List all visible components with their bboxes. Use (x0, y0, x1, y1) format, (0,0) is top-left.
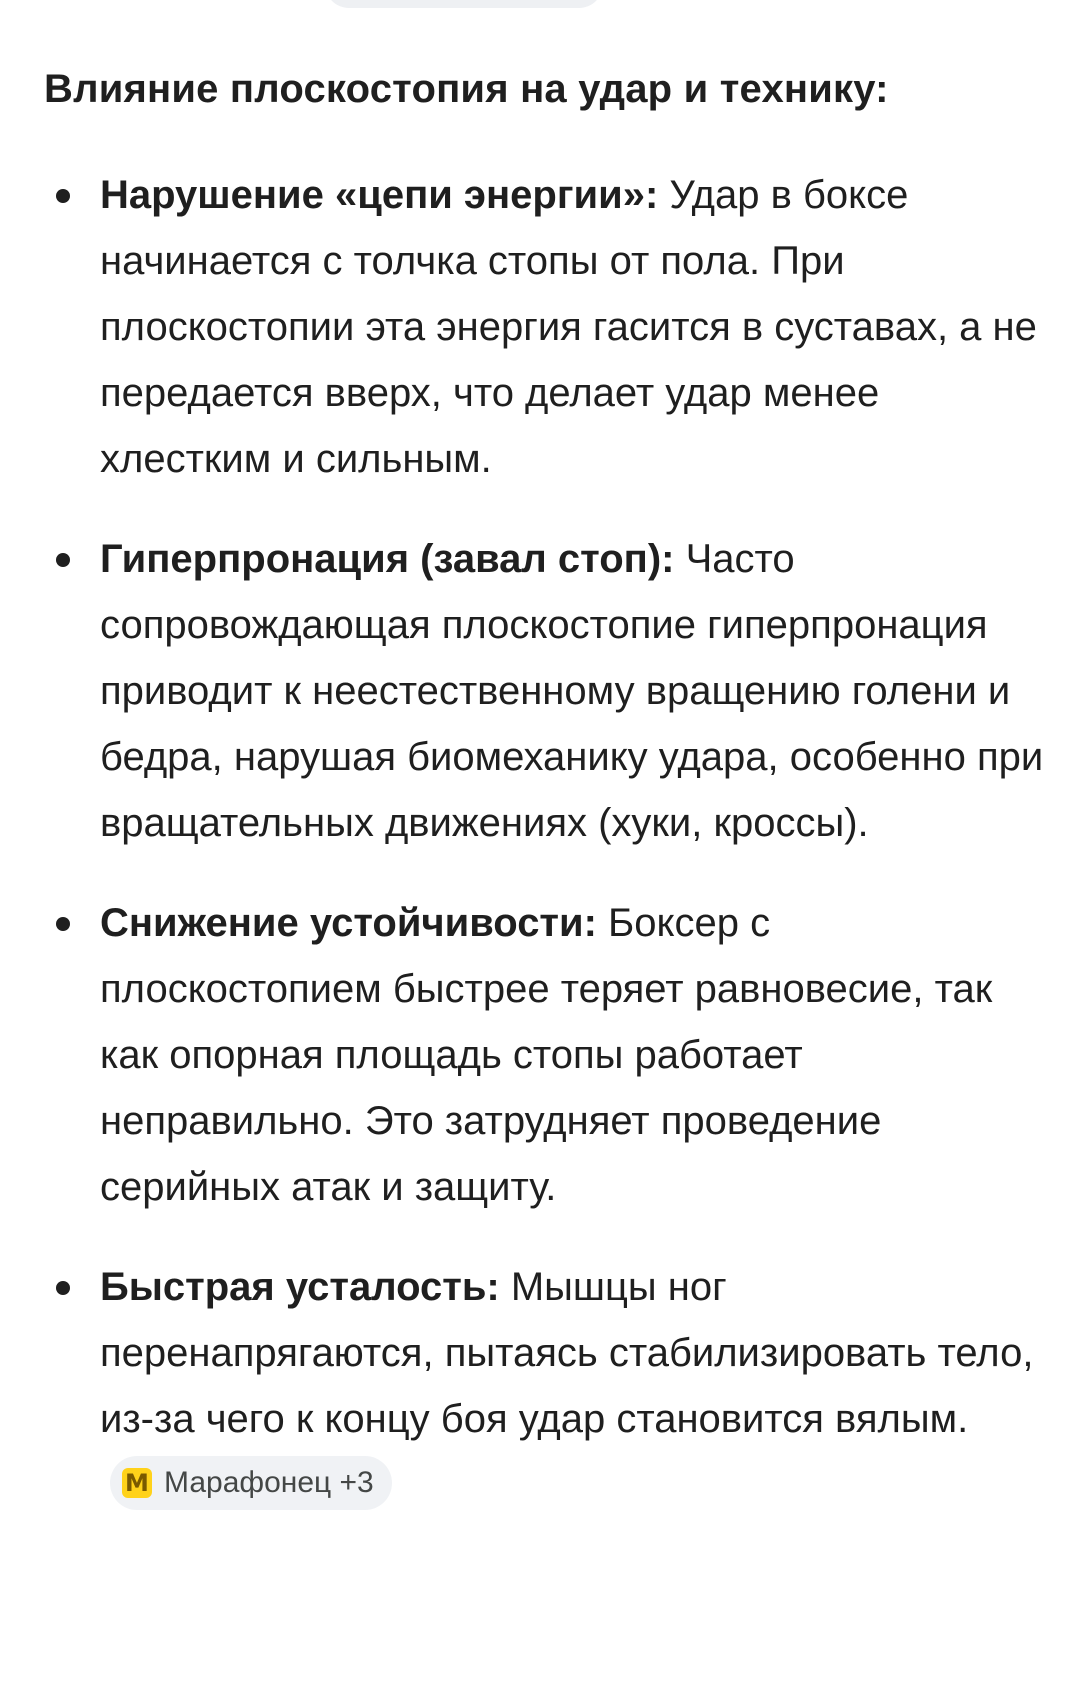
item-title: Быстрая усталость: (100, 1265, 500, 1309)
bullet-icon (56, 1281, 70, 1295)
list-item (44, 1254, 1044, 1518)
item-text: Часто сопровождающая плоскостопие гиперпронация приводит к неестественному вращению голени и бедра, нарушая биомеханику удара, особенно при вращательных движениях (хуки, кроссы). (100, 537, 1044, 845)
item-text: Боксер с плоскостопием быстрее теряет равновесие, так как опорная площадь стопы работает неправильно. Это затрудняет проведение серийных атак и защиту. (100, 901, 993, 1209)
bullet-icon (56, 553, 70, 567)
item-title: Снижение устойчивости: (100, 901, 597, 945)
source-chip-label: Марафонец +3 (164, 1466, 374, 1500)
answer-content (44, 56, 1044, 1552)
list-item (44, 526, 1044, 856)
list-item (44, 890, 1044, 1220)
bullet-icon (56, 917, 70, 931)
marafonets-logo-icon: М (122, 1468, 152, 1498)
section-heading: Влияние плоскостопия на удар и технику: (44, 67, 889, 111)
list-item (44, 162, 1044, 492)
bullet-icon (56, 189, 70, 203)
source-chip[interactable] (110, 1456, 392, 1510)
item-title: Гиперпронация (завал стоп): (100, 537, 675, 581)
bullet-list (44, 162, 1044, 1518)
item-text: Удар в боксе начинается с толчка стопы от пола. При плоскостопии эта энергия гасится в суставах, а не передается вверх, что делает удар менее хлестким и сильным. (100, 173, 1037, 481)
source-chip-previous[interactable] (325, 0, 603, 8)
item-text: Мышцы ног перенапрягаются, пытаясь стабилизировать тело, из-за чего к концу боя удар становится вялым. (100, 1265, 1034, 1441)
item-title: Нарушение «цепи энергии»: (100, 173, 659, 217)
